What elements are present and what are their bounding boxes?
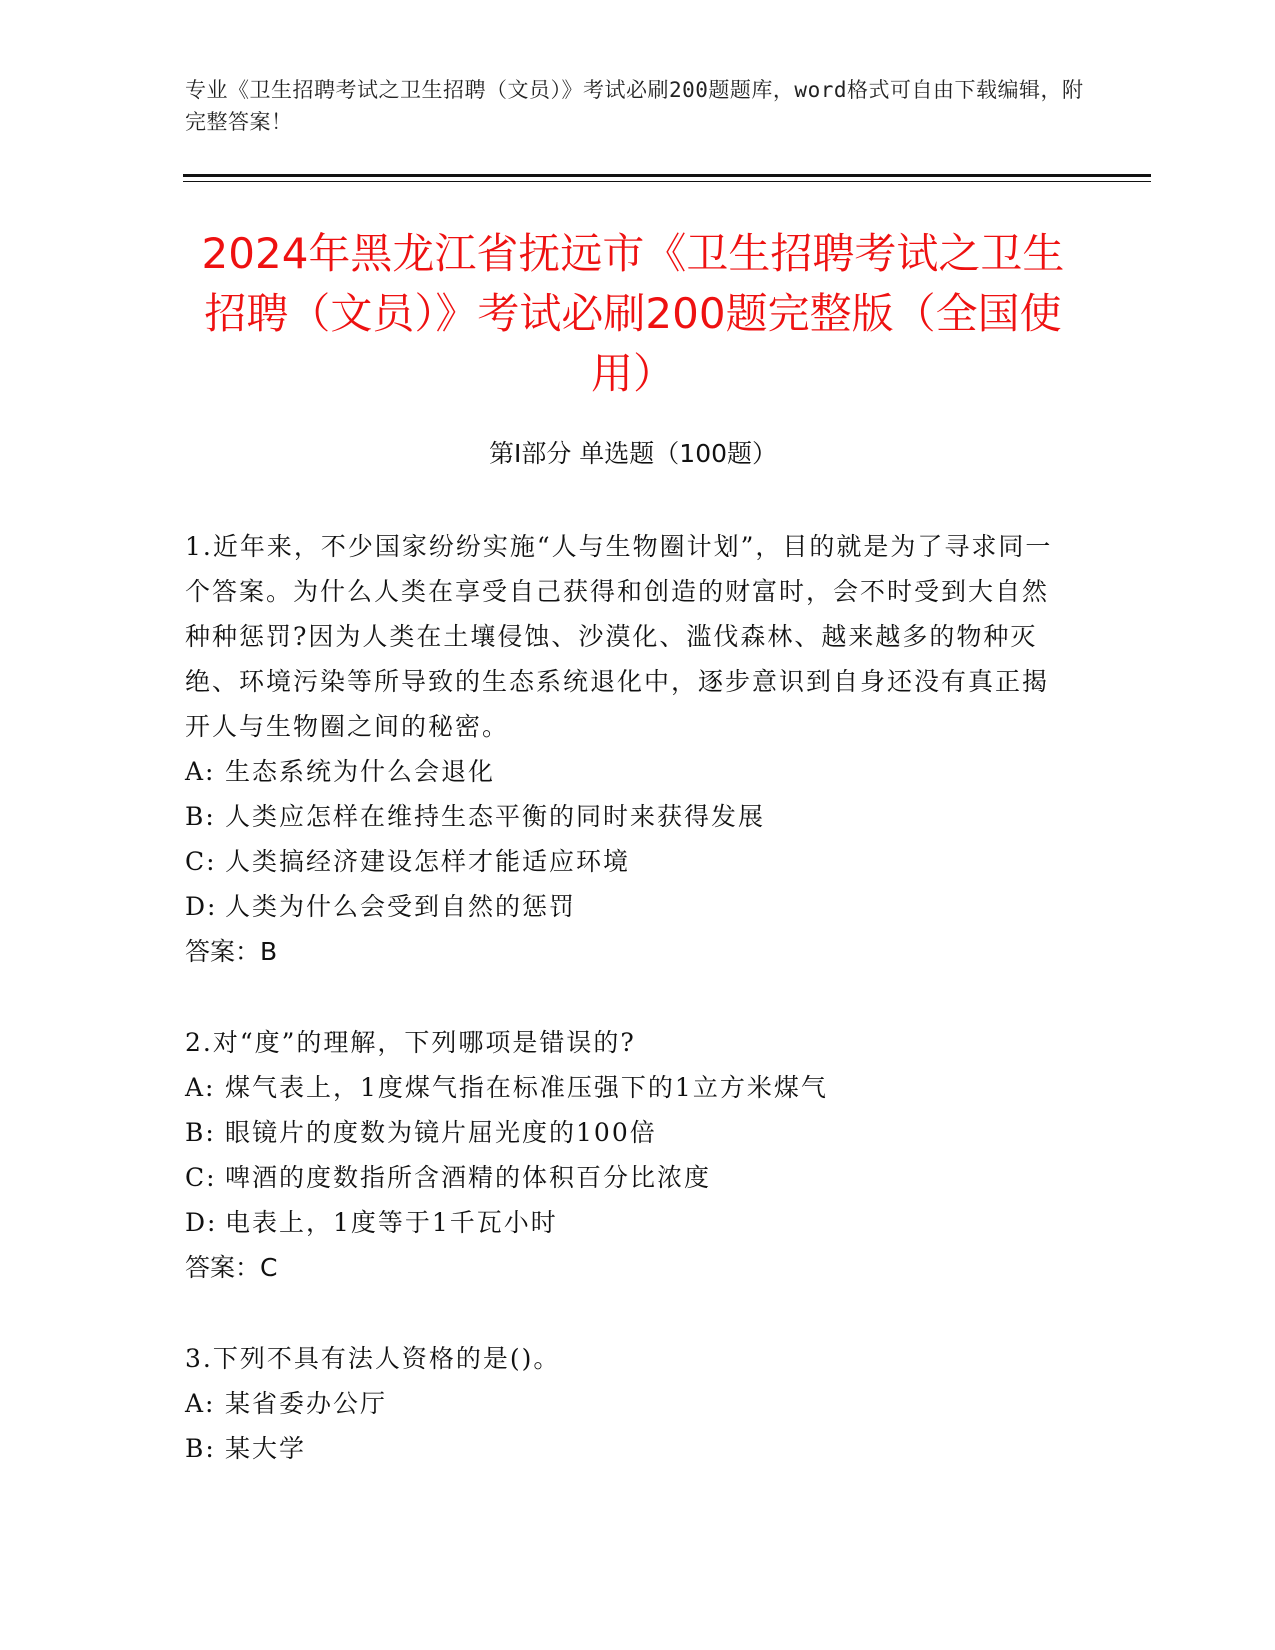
section-title: 第Ⅰ部分 单选题（100题） — [488, 439, 778, 468]
option-text: 人类搞经济建设怎样才能适应环境 — [225, 847, 631, 876]
option-letter: A: — [185, 757, 216, 786]
option-c — [185, 839, 1065, 884]
option-b — [185, 1426, 1065, 1471]
answer-line: 答案：B — [185, 937, 278, 966]
option-text: 生态系统为什么会退化 — [225, 757, 496, 786]
option-d — [185, 1200, 1065, 1245]
header-note: 专业《卫生招聘考试之卫生招聘（文员）》考试必刷200题题库，word格式可自由下载编辑，附完整答案！ — [185, 78, 1084, 134]
option-text: 眼镜片的度数为镜片屈光度的100倍 — [225, 1118, 657, 1147]
answer-line: 答案：C — [185, 1253, 278, 1282]
option-text: 煤气表上，1度煤气指在标准压强下的1立方米煤气 — [225, 1073, 828, 1102]
question-2 — [185, 1020, 1065, 1290]
option-letter: B: — [185, 802, 216, 831]
option-letter: C: — [185, 1163, 217, 1192]
option-text: 电表上，1度等于1千瓦小时 — [225, 1208, 558, 1237]
option-a — [185, 1065, 1065, 1110]
option-text: 人类为什么会受到自然的惩罚 — [225, 892, 577, 921]
option-letter: D: — [185, 892, 218, 921]
question-stem: 1.近年来，不少国家纷纷实施“人与生物圈计划”，目的就是为了寻求同一个答案。为什么人类在享受自己获得和创造的财富时，会不时受到大自然种种惩罚?因为人类在土壤侵蚀、沙漠化、滥伐森林、越来越多的物种灭绝、环境污染等所导致的生态系统退化中，逐步意识到自身还没有真正揭开人与生物圈之间的秘密。 — [185, 532, 1053, 741]
option-a — [185, 749, 1065, 794]
document-title: 2024年黑龙江省抚远市《卫生招聘考试之卫生招聘（文员）》考试必刷200题完整版（全国使用） — [201, 229, 1065, 398]
option-text: 某大学 — [225, 1434, 307, 1463]
option-text: 人类应怎样在维持生态平衡的同时来获得发展 — [225, 802, 766, 831]
question-3 — [185, 1336, 1065, 1471]
option-letter: B: — [185, 1434, 216, 1463]
option-a — [185, 1381, 1065, 1426]
header-divider-thin — [183, 181, 1151, 182]
option-text: 某省委办公厅 — [225, 1389, 388, 1418]
question-stem: 2.对“度”的理解，下列哪项是错误的? — [185, 1028, 636, 1057]
option-letter: C: — [185, 847, 217, 876]
question-stem: 3.下列不具有法人资格的是()。 — [185, 1344, 561, 1373]
option-letter: D: — [185, 1208, 218, 1237]
header-divider-thick — [183, 174, 1151, 177]
option-letter: B: — [185, 1118, 216, 1147]
option-b — [185, 794, 1065, 839]
option-d — [185, 884, 1065, 929]
option-letter: A: — [185, 1073, 216, 1102]
question-list — [185, 524, 1065, 1517]
option-b — [185, 1110, 1065, 1155]
question-1 — [185, 524, 1065, 974]
option-c — [185, 1155, 1065, 1200]
option-letter: A: — [185, 1389, 216, 1418]
option-text: 啤酒的度数指所含酒精的体积百分比浓度 — [225, 1163, 712, 1192]
